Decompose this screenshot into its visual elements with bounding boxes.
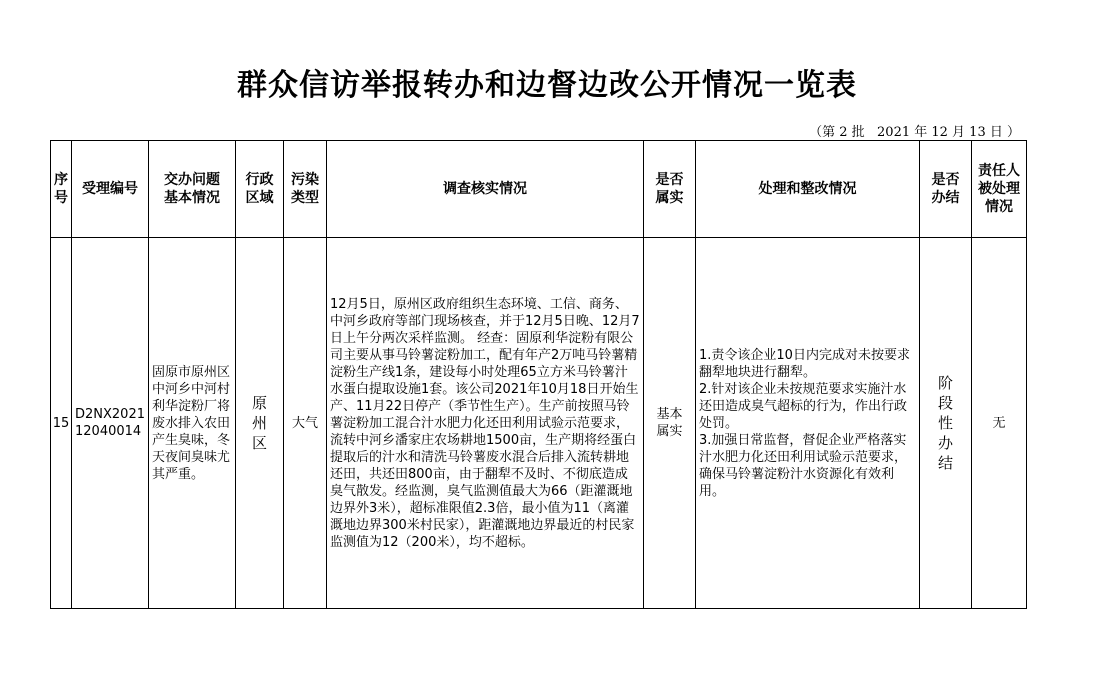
petition-table [50,140,1027,609]
cell-pollution-type: 大气 [284,238,327,609]
table-row [51,238,1027,609]
header-receipt-no: 受理编号 [72,141,149,238]
cell-verified: 基本属实 [644,238,696,609]
cell-issue: 固原市原州区中河乡中河村利华淀粉厂将废水排入农田产生臭味，冬天夜间臭味尤其严重。 [149,238,236,609]
cell-seq: 15 [51,238,72,609]
header-closed: 是否办结 [920,141,972,238]
header-accountability: 责任人被处理情况 [972,141,1027,238]
header-seq: 序号 [51,141,72,238]
cell-district: 原州区 [236,238,284,609]
header-investigation: 调查核实情况 [327,141,644,238]
cell-closed: 阶段性办结 [920,238,972,609]
header-district: 行政区域 [236,141,284,238]
batch-date-info: （第 2 批 2021 年 12 月 13 日 ） [809,125,1020,140]
page-title: 群众信访举报转办和边督边改公开情况一览表 [237,68,857,103]
cell-accountability: 无 [972,238,1027,609]
cell-handling: 1.责令该企业10日内完成对未按要求翻犁地块进行翻犁。 2.针对该企业未按规范要求实施汁水还田造成臭气超标的行为，作出行政处罚。 3.加强日常监督，督促企业严格落实汁水肥力化还田利用试验示范要求，确保马铃薯淀粉汁水资源化有效利用。 [696,238,920,609]
header-issue: 交办问题基本情况 [149,141,236,238]
header-pollution-type: 污染类型 [284,141,327,238]
table-header-row [51,141,1027,238]
cell-receipt-no: D2NX202112040014 [72,238,149,609]
header-handling: 处理和整改情况 [696,141,920,238]
cell-investigation: 12月5日，原州区政府组织生态环境、工信、商务、中河乡政府等部门现场核查，并于12月5日晚、12月7日上午分两次采样监测。 经查：固原利华淀粉有限公司主要从事马铃薯淀粉加工，配有年产2万吨马铃薯精淀粉生产线1条，建设每小时处理65立方米马铃薯汁水蛋白提取设施1套。该公司2021年10月18日开始生产、11月22日停产（季节性生产）。生产前按照马铃薯淀粉加工混合汁水肥力化还田利用试验示范要求，流转中河乡潘家庄农场耕地1500亩，生产期将经蛋白提取后的汁水和清洗马铃薯废水混合后排入流转耕地还田，共还田800亩，由于翻犁不及时、不彻底造成臭气散发。经监测，臭气监测值最大为66（距灌溉地边界外3米），超标准限值2.3倍，最小值为11（离灌溉地边界300米村民家），距灌溉地边界最近的村民家监测值为12（200米），均不超标。 [327,238,644,609]
header-verified: 是否属实 [644,141,696,238]
